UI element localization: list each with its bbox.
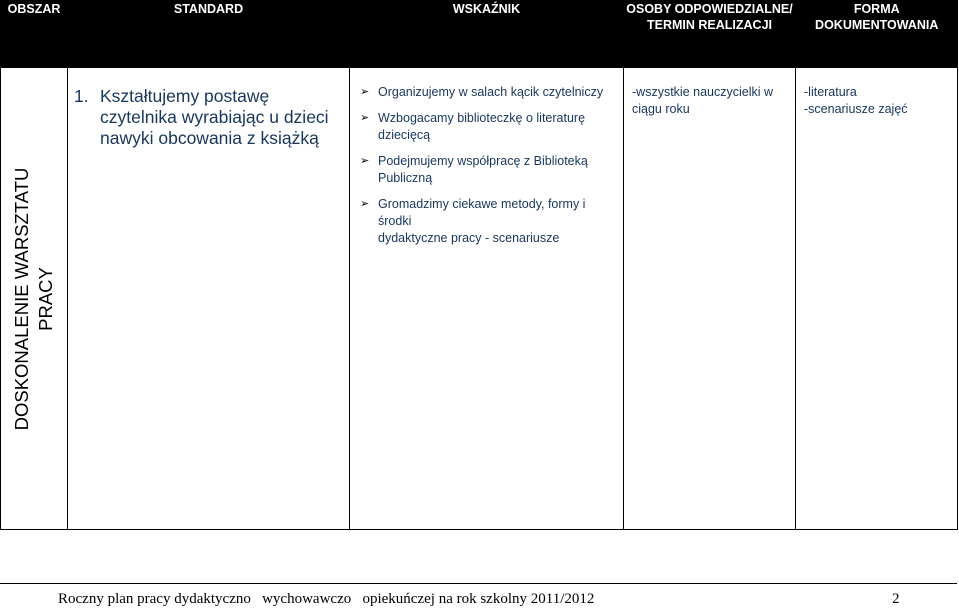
header-responsible (624, 1, 796, 68)
standard-line (74, 86, 343, 107)
arrow-bullet-icon: ➢ (360, 198, 370, 210)
indicator-1-line-1: Organizujemy w salach kącik czytelniczy (378, 85, 604, 99)
responsible-line-1: -wszystkie nauczycielki w (632, 85, 774, 99)
indicator-3-line-1: Podejmujemy współpracę z Biblioteką (378, 154, 588, 168)
indicator-3-line-2: Publiczną (378, 171, 433, 185)
header-responsible-line-2: TERMIN REALIZACJI (647, 18, 772, 32)
list-item (360, 110, 615, 144)
header-indicator: WSKAŹNIK (350, 1, 624, 68)
form-line-2: -scenariusze zajęć (804, 102, 908, 116)
responsible-text (624, 68, 795, 118)
form-text (796, 68, 957, 118)
responsible-line-2: ciągu roku (632, 102, 690, 116)
form-line-1: -literatura (804, 85, 857, 99)
standard-cell (68, 68, 350, 530)
list-item (360, 153, 615, 187)
standard-line-1: Kształtujemy postawę (100, 86, 270, 106)
header-row (1, 1, 958, 68)
footer-text: Roczny plan pracy dydaktyczno wychowawczo opiekuńczej na rok szkolny 2011/2012 (58, 591, 595, 607)
arrow-bullet-icon: ➢ (360, 155, 370, 167)
indicator-2-line-1: Wzbogacamy biblioteczkę o literaturę (378, 111, 586, 125)
header-form-line-1: FORMA (853, 2, 900, 16)
arrow-bullet-icon: ➢ (360, 112, 370, 124)
header-area: OBSZAR (1, 1, 68, 68)
page-number: 2 (892, 591, 900, 607)
header-responsible-line-1: OSOBY ODPOWIEDZIALNE/ (626, 2, 793, 16)
indicator-4-line-1: Gromadzimy ciekawe metody, formy i środki (378, 197, 586, 228)
header-form-line-2: DOKUMENTOWANIA (815, 18, 939, 32)
header-standard: STANDARD (68, 1, 350, 68)
indicator-list (350, 68, 623, 247)
indicator-2-line-2: dziecięcą (378, 128, 431, 142)
area-cell (1, 68, 68, 530)
responsible-cell (624, 68, 796, 530)
form-cell (796, 68, 958, 530)
arrow-bullet-icon: ➢ (360, 86, 370, 98)
standard-line-2: czytelnika wyrabiając u dzieci (100, 107, 329, 127)
area-label-line-2: PRACY (35, 266, 56, 331)
indicator-4-line-2: dydaktyczne pracy - scenariusze (378, 231, 560, 245)
standard-text (68, 68, 349, 149)
area-label (10, 167, 58, 430)
area-label-line-1: DOSKONALENIE WARSZTATU (11, 167, 32, 430)
standard-number: 1. (74, 86, 89, 106)
standard-line-3: nawyki obcowania z książką (100, 128, 319, 148)
header-form (796, 1, 958, 68)
page-footer (0, 583, 957, 608)
list-item (360, 84, 615, 101)
list-item (360, 196, 615, 247)
indicator-cell (350, 68, 624, 530)
table-row (1, 68, 958, 530)
